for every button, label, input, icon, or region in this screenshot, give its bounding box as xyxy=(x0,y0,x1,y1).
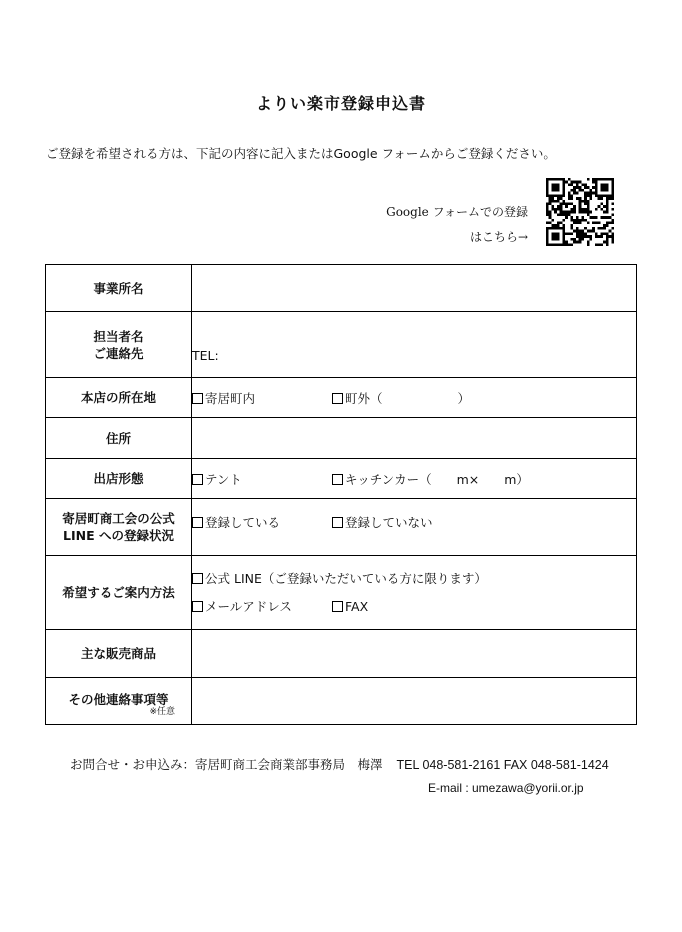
checkbox-registered[interactable]: 登録している xyxy=(192,513,328,531)
row-products xyxy=(46,630,637,678)
label-other xyxy=(46,678,192,725)
label-line-status-line2: LINE への登録状況 xyxy=(63,528,174,543)
row-line-status xyxy=(46,499,637,556)
qr-caption xyxy=(386,200,528,250)
checkbox-official-line[interactable]: 公式 LINE（ご登録いただいている方に限ります） xyxy=(192,561,487,597)
checkbox-box[interactable] xyxy=(192,601,203,612)
label-other-text: その他連絡事項等 xyxy=(68,691,169,707)
row-address xyxy=(46,418,637,459)
checkbox-kitchen-car[interactable]: キッチンカー（ m× m） xyxy=(332,470,529,488)
checkbox-out-of-town[interactable]: 町外（ ） xyxy=(332,389,470,407)
label-guide-method: 希望するご案内方法 xyxy=(46,556,192,630)
checkbox-tent[interactable]: テント xyxy=(192,470,328,488)
row-head-office xyxy=(46,378,637,418)
checkbox-box[interactable] xyxy=(192,393,203,404)
optional-note: ※任意 xyxy=(149,707,175,717)
row-contact-person xyxy=(46,312,637,378)
checkbox-fax[interactable]: FAX xyxy=(332,589,368,625)
label-head-office: 本店の所在地 xyxy=(46,378,192,418)
checkbox-box[interactable] xyxy=(192,517,203,528)
checkbox-email[interactable]: メールアドレス xyxy=(192,589,328,625)
intro-text: ご登録を希望される方は、下記の内容に記入またはGoogle フォームからご登録ください。 xyxy=(46,146,556,161)
checkbox-box[interactable] xyxy=(192,474,203,485)
checkbox-not-registered[interactable]: 登録していない xyxy=(332,513,433,531)
row-other xyxy=(46,678,637,725)
input-other[interactable] xyxy=(192,678,637,725)
row-business-name xyxy=(46,265,637,312)
checkbox-box[interactable] xyxy=(332,474,343,485)
checkbox-box[interactable] xyxy=(332,393,343,404)
checkbox-box[interactable] xyxy=(332,517,343,528)
label-products: 主な販売商品 xyxy=(46,630,192,678)
row-store-type xyxy=(46,459,637,499)
label-address: 住所 xyxy=(46,418,192,459)
qr-code[interactable] xyxy=(546,178,614,246)
registration-form xyxy=(45,264,637,725)
label-contact-person-line2: ご連絡先 xyxy=(93,345,144,361)
label-contact-person xyxy=(46,312,192,378)
contact-email[interactable]: E-mail : umezawa@yorii.or.jp xyxy=(428,781,584,795)
input-business-name[interactable] xyxy=(192,265,637,312)
input-products[interactable] xyxy=(192,630,637,678)
label-business-name: 事業所名 xyxy=(46,265,192,312)
row-guide-method xyxy=(46,556,637,630)
input-address[interactable] xyxy=(192,418,637,459)
qr-caption-line2: はこちら→ xyxy=(469,230,528,244)
input-contact-person[interactable] xyxy=(192,312,637,378)
checkbox-in-town[interactable]: 寄居町内 xyxy=(192,389,328,407)
qr-caption-line1: Google フォームでの登録 xyxy=(386,205,528,219)
contact-text: お問合せ・お申込み：寄居町商工会商業部事務局 梅澤 xyxy=(70,757,383,772)
checkbox-box[interactable] xyxy=(192,573,203,584)
checkbox-box[interactable] xyxy=(332,601,343,612)
label-line-status-line1: 寄居町商工会の公式 xyxy=(62,511,175,526)
contact-info xyxy=(70,755,609,773)
label-contact-person-line1: 担当者名 xyxy=(93,328,144,344)
label-line-status xyxy=(46,499,192,556)
document-title: よりい楽市登録申込書 xyxy=(255,94,426,113)
tel-label: TEL: xyxy=(192,348,219,363)
label-store-type: 出店形態 xyxy=(46,459,192,499)
contact-tel-fax: TEL 048-581-2161 FAX 048-581-1424 xyxy=(396,758,609,772)
